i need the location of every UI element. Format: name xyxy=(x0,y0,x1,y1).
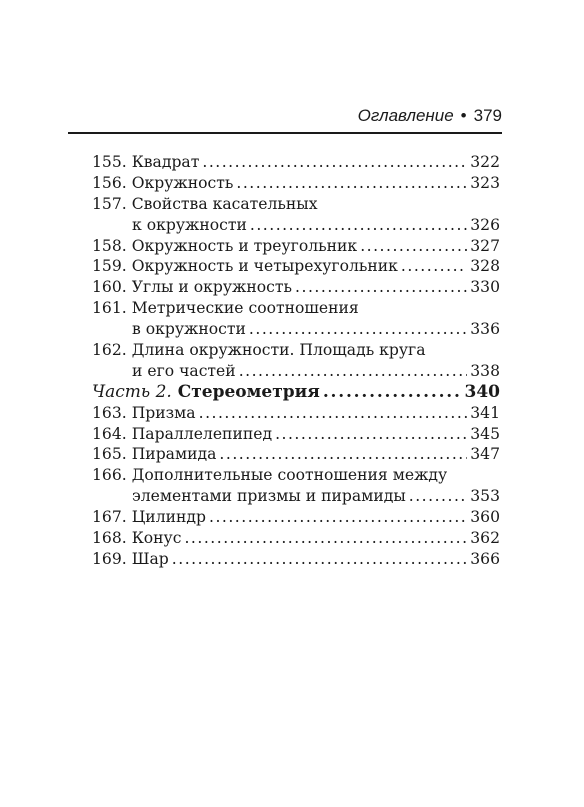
toc-entry-title: Параллелепипед xyxy=(131,424,273,443)
toc-entry-number: 163. xyxy=(92,403,127,422)
toc-entry-page: 336 xyxy=(470,320,500,339)
toc-entry-164[interactable] xyxy=(92,424,500,445)
running-head-section-title: Оглавление xyxy=(357,106,454,125)
toc-entry-title: Шар xyxy=(131,549,169,568)
toc-entry-number: 160. xyxy=(92,278,127,297)
toc-entry-162-continuation[interactable] xyxy=(92,361,500,382)
toc-entry-number: 161. xyxy=(92,299,127,318)
toc-entry-number: 166. xyxy=(92,466,127,485)
leader-dots xyxy=(172,549,467,570)
toc-entry-156[interactable] xyxy=(92,173,500,194)
header-rule xyxy=(68,132,502,134)
running-head xyxy=(60,103,502,129)
toc-entry-number: 162. xyxy=(92,341,127,359)
toc-entry-166-continuation[interactable] xyxy=(92,486,500,507)
toc-entry-title: Окружность и четырехугольник xyxy=(131,257,398,276)
leader-dots xyxy=(209,507,467,528)
toc-entry-page: 323 xyxy=(470,173,500,192)
toc-entry-page: 345 xyxy=(470,424,500,443)
toc-entry-page: 330 xyxy=(470,278,500,297)
toc-entry-155[interactable] xyxy=(92,152,500,173)
running-head-page-number: 379 xyxy=(473,106,502,125)
toc-entry-number: 159. xyxy=(92,257,127,276)
toc-entry-page: 362 xyxy=(470,529,500,548)
toc-entry-page: 322 xyxy=(470,152,500,171)
toc-entry-page: 360 xyxy=(470,508,500,527)
toc-entry-page: 328 xyxy=(470,257,500,276)
toc-entry-166[interactable] xyxy=(92,465,500,486)
toc-entry-number: 169. xyxy=(92,549,127,568)
toc-entry-title: Метрические соотношения xyxy=(131,299,359,318)
toc-entry-number: 155. xyxy=(92,152,127,171)
toc-entry-161[interactable] xyxy=(92,298,500,319)
toc-entry-157-continuation[interactable] xyxy=(92,215,500,236)
toc-entry-title-continuation: и его частей xyxy=(132,361,236,380)
toc-entry-number: 167. xyxy=(92,508,127,527)
table-of-contents xyxy=(92,152,500,570)
toc-entry-161-continuation[interactable] xyxy=(92,319,500,340)
leader-dots xyxy=(401,256,467,277)
toc-entry-title: Конус xyxy=(131,529,182,548)
leader-dots xyxy=(239,361,468,382)
toc-entry-157[interactable] xyxy=(92,194,500,215)
toc-entry-number: 156. xyxy=(92,173,127,192)
toc-entry-title: Призма xyxy=(131,403,196,422)
toc-entry-number: 164. xyxy=(92,424,127,443)
toc-entry-158[interactable] xyxy=(92,236,500,257)
toc-entry-169[interactable] xyxy=(92,549,500,570)
toc-entry-title-continuation: к окружности xyxy=(132,215,247,234)
leader-dots xyxy=(409,486,467,507)
leader-dots xyxy=(360,236,467,257)
leader-dots xyxy=(184,528,467,549)
toc-entry-number: 168. xyxy=(92,529,127,548)
toc-entry-page: 353 xyxy=(470,487,500,506)
leader-dots xyxy=(202,152,467,173)
leader-dots xyxy=(249,319,467,340)
toc-entry-title: Свойства касательных xyxy=(131,194,318,213)
toc-part-page: 340 xyxy=(464,381,500,402)
toc-entry-160[interactable] xyxy=(92,277,500,298)
toc-entry-number: 165. xyxy=(92,445,127,464)
toc-part-title: Стереометрия xyxy=(177,381,320,402)
toc-entry-number: 158. xyxy=(92,236,127,255)
leader-dots xyxy=(250,215,467,236)
toc-entry-page: 341 xyxy=(470,403,500,422)
leader-dots xyxy=(199,403,468,424)
toc-part-2[interactable] xyxy=(92,382,500,403)
toc-entry-title-continuation: в окружности xyxy=(132,320,246,339)
toc-entry-page: 326 xyxy=(470,215,500,234)
leader-dots xyxy=(219,444,467,465)
toc-entry-168[interactable] xyxy=(92,528,500,549)
toc-entry-title: Цилиндр xyxy=(131,508,206,527)
leader-dots xyxy=(275,424,467,445)
toc-entry-page: 338 xyxy=(470,361,500,380)
toc-entry-title-continuation: элементами призмы и пирамиды xyxy=(132,487,406,506)
toc-entry-title: Углы и окружность xyxy=(131,278,293,297)
toc-entry-title: Пирамида xyxy=(131,445,217,464)
toc-entry-title: Квадрат xyxy=(131,152,200,171)
toc-entry-page: 327 xyxy=(470,236,500,255)
toc-part-label: Часть 2. xyxy=(92,381,172,402)
toc-entry-159[interactable] xyxy=(92,256,500,277)
toc-entry-167[interactable] xyxy=(92,507,500,528)
leader-dots xyxy=(295,277,467,298)
toc-entry-title: Окружность xyxy=(131,173,234,192)
toc-entry-title: Длина окружности. Площадь круга xyxy=(131,341,426,359)
toc-entry-page: 347 xyxy=(470,445,500,464)
toc-entry-163[interactable] xyxy=(92,403,500,424)
toc-entry-number: 157. xyxy=(92,194,127,213)
running-head-separator: • xyxy=(460,106,467,125)
toc-entry-title: Окружность и треугольник xyxy=(131,236,358,255)
toc-entry-title: Дополнительные соотношения между xyxy=(131,466,448,485)
leader-dots xyxy=(236,173,467,194)
toc-entry-162[interactable] xyxy=(92,340,500,361)
leader-dots xyxy=(323,382,462,403)
toc-entry-165[interactable] xyxy=(92,444,500,465)
toc-entry-page: 366 xyxy=(470,549,500,568)
